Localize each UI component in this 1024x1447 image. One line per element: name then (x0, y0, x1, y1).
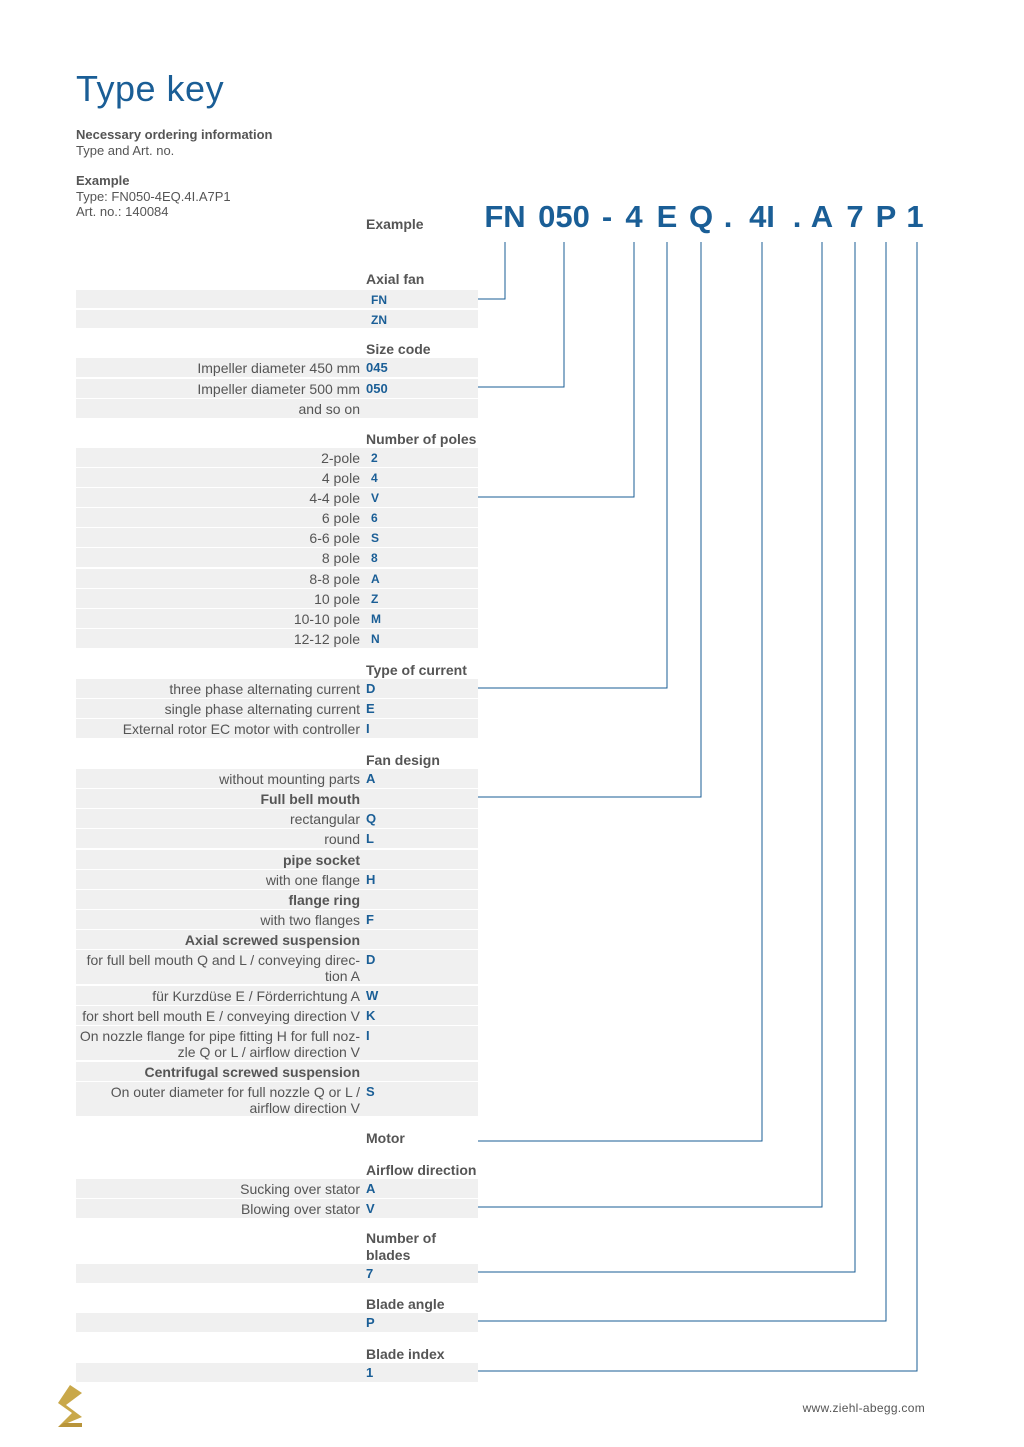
row-desc: Sucking over stator (240, 1181, 360, 1197)
row-code: 045 (366, 360, 388, 375)
section-size-code: Size code (366, 341, 431, 357)
section-blades: Number of blades (366, 1230, 436, 1263)
code-char-current: E (656, 199, 678, 234)
row-desc: for short bell mouth E / conveying direction V (82, 1008, 360, 1024)
row-code: D (366, 681, 376, 696)
row-code: L (366, 831, 374, 846)
table-row (76, 1199, 478, 1218)
row-code: V (371, 491, 380, 505)
row-code: 1 (366, 1365, 374, 1380)
row-subheading: Centrifugal screwed suspension (144, 1064, 360, 1080)
table-row (76, 699, 478, 718)
row-subheading: Axial screwed suspension (184, 932, 360, 948)
row-code: S (366, 1084, 375, 1099)
table-row (76, 679, 478, 698)
table-row (76, 379, 478, 398)
section-current: Type of current (366, 662, 467, 678)
row-code: I (366, 1028, 370, 1043)
table-row (76, 548, 478, 567)
table-row (76, 950, 478, 984)
code-char-airflow: A (810, 199, 834, 234)
section-blade-index: Blade index (366, 1346, 445, 1362)
table-row (76, 850, 478, 869)
row-code: FN (371, 293, 387, 307)
table-row (76, 719, 478, 738)
ordering-text: Type and Art. no. (76, 143, 175, 158)
row-desc: rectangular (289, 811, 360, 827)
row-code: Z (371, 592, 379, 606)
row-desc: On outer diameter for full nozzle Q or L / airflow direction V (110, 1084, 360, 1116)
row-desc: Impeller diameter 450 mm (197, 360, 360, 376)
row-code: Q (366, 811, 377, 826)
page-title: Type key (76, 68, 225, 109)
table-row (76, 589, 478, 608)
code-char-angle: P (875, 199, 897, 234)
table-row (76, 890, 478, 909)
website-link[interactable]: www.ziehl-abegg.com (802, 1401, 925, 1415)
table-row (76, 809, 478, 828)
table-row (76, 528, 478, 547)
table-row (76, 569, 478, 588)
row-code: A (366, 771, 376, 786)
table-row (76, 358, 478, 377)
code-char-dot2: . (792, 199, 802, 234)
code-char-poles: 4 (625, 199, 643, 234)
row-desc: 10 pole (314, 591, 360, 607)
row-desc: On nozzle flange for pipe fitting H for full noz- zle Q or L / airflow direction V (79, 1028, 360, 1060)
row-desc: without mounting parts (219, 771, 360, 787)
table-row (76, 629, 478, 648)
table-row (76, 986, 478, 1005)
example-type: Type: FN050-4EQ.4I.A7P1 (76, 189, 231, 204)
example-code-label: Example (366, 216, 424, 232)
table-row (76, 609, 478, 628)
table-row (76, 399, 478, 418)
row-code: ZN (371, 313, 387, 327)
row-desc: 4 pole (321, 470, 360, 486)
section-blade-angle: Blade angle (366, 1296, 445, 1312)
row-code: N (371, 632, 380, 646)
table-row (76, 930, 478, 949)
code-char-blades: 7 (846, 199, 864, 234)
row-desc: Blowing over stator (240, 1201, 360, 1217)
section-axial-fan: Axial fan (366, 271, 425, 287)
table-row (76, 448, 478, 467)
row-desc: 2-pole (321, 450, 360, 466)
table-row (76, 310, 478, 328)
row-desc: with one flange (265, 872, 360, 888)
company-logo (52, 1383, 88, 1429)
table-row (76, 1363, 478, 1382)
section-fan-design: Fan design (366, 752, 440, 768)
row-desc: für Kurzdüse E / Förderrichtung A (152, 988, 360, 1004)
table-row (76, 1179, 478, 1198)
row-code: W (366, 988, 379, 1003)
table-row (76, 769, 478, 788)
table-row (76, 1313, 478, 1332)
table-row (76, 1006, 478, 1025)
row-code: I (366, 721, 370, 736)
row-desc: round (324, 831, 360, 847)
row-code: 4 (371, 471, 378, 485)
row-desc: with two flanges (260, 912, 360, 928)
table-row (76, 290, 478, 308)
row-desc: single phase alternating current (164, 701, 360, 717)
row-code: V (366, 1201, 375, 1216)
row-code: P (366, 1315, 375, 1330)
ordering-heading: Necessary ordering information (76, 127, 273, 142)
row-code: A (371, 572, 380, 586)
row-desc: three phase alternating current (169, 681, 360, 697)
section-poles: Number of poles (366, 431, 477, 447)
row-desc: External rotor EC motor with controller (122, 721, 360, 737)
code-char-size: 050 (538, 199, 590, 234)
row-desc: 4-4 pole (309, 490, 360, 506)
row-desc: for full bell mouth Q and L / conveying direc- tion A (86, 952, 360, 984)
code-char-motor: 4I (749, 199, 775, 234)
code-char-dot1: . (723, 199, 733, 234)
row-subheading: flange ring (288, 892, 360, 908)
row-desc: 8 pole (321, 550, 360, 566)
table-row (76, 789, 478, 808)
row-desc: 8-8 pole (309, 571, 360, 587)
row-code: D (366, 952, 376, 967)
row-code: 050 (366, 381, 388, 396)
row-code: 7 (366, 1266, 374, 1281)
table-row (76, 468, 478, 487)
row-code: A (366, 1181, 376, 1196)
row-code: F (366, 912, 374, 927)
example-art-no: Art. no.: 140084 (76, 204, 169, 219)
row-subheading: Full bell mouth (260, 791, 360, 807)
row-desc: 12-12 pole (293, 631, 360, 647)
row-desc: and so on (298, 401, 360, 417)
table-row (76, 1026, 478, 1060)
row-code: 8 (371, 551, 378, 565)
table-row (76, 1082, 478, 1116)
table-row (76, 1062, 478, 1081)
code-char-index: 1 (906, 199, 924, 234)
table-row (76, 870, 478, 889)
table-row (76, 488, 478, 507)
example-heading: Example (76, 173, 130, 188)
table-row (76, 508, 478, 527)
row-desc: Impeller diameter 500 mm (197, 381, 360, 397)
row-code: S (371, 531, 380, 545)
row-desc: 10-10 pole (293, 611, 360, 627)
section-airflow: Airflow direction (366, 1162, 477, 1178)
row-desc: 6-6 pole (309, 530, 360, 546)
section-motor: Motor (366, 1130, 405, 1146)
row-code: 6 (371, 511, 378, 525)
row-subheading: pipe socket (282, 852, 360, 868)
table-row (76, 1264, 478, 1283)
code-char-dash: - (601, 199, 613, 234)
row-code: E (366, 701, 375, 716)
code-char-design: Q (688, 199, 714, 234)
row-code: M (371, 612, 381, 626)
row-desc: 6 pole (321, 510, 360, 526)
row-code: H (366, 872, 376, 887)
row-code: K (366, 1008, 376, 1023)
row-code: 2 (371, 451, 378, 465)
code-char-fn: FN (484, 199, 526, 234)
table-row (76, 910, 478, 929)
table-row (76, 829, 478, 848)
